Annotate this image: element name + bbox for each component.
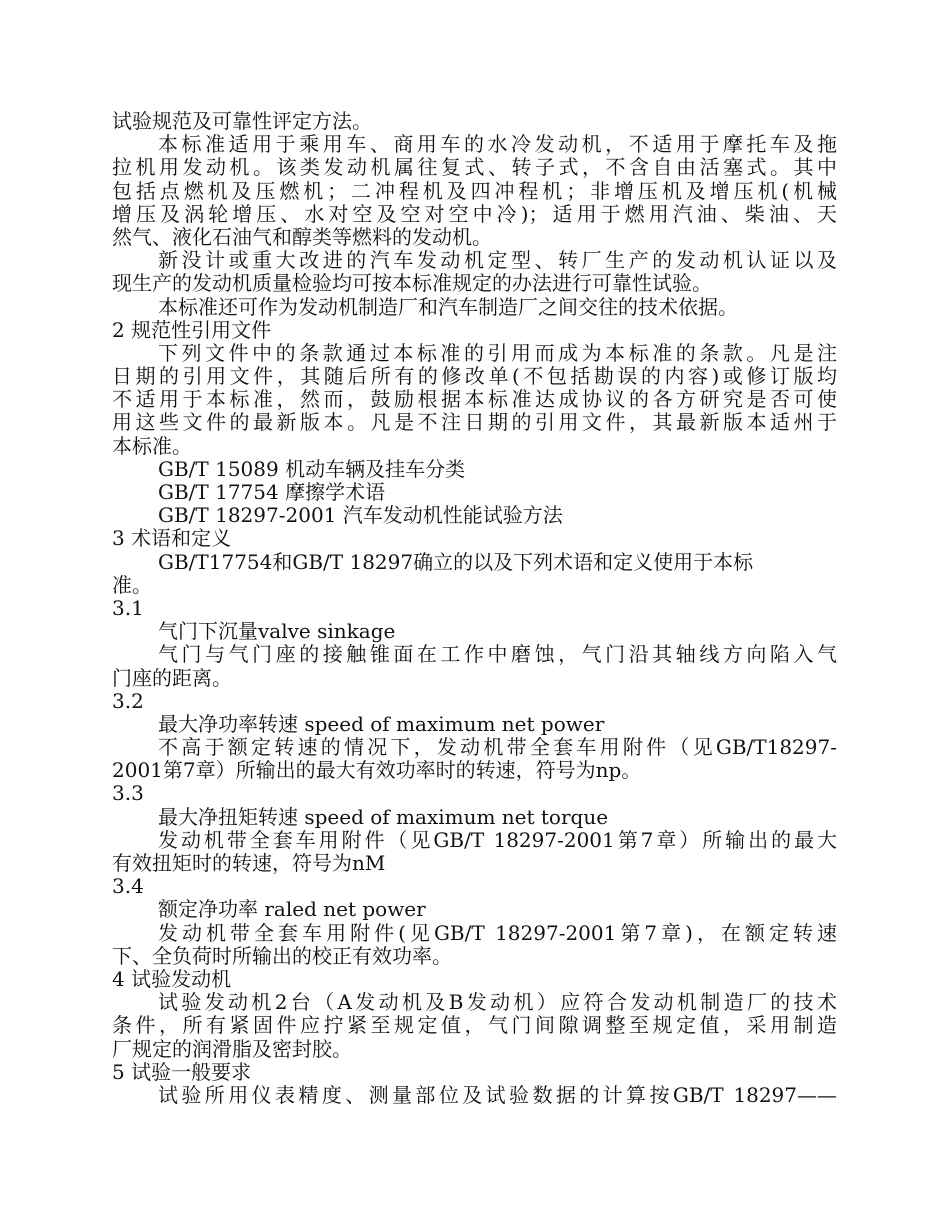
text-line: 试验发动机2台（A发动机及B发动机）应符合发动机制造厂的技术 bbox=[158, 990, 837, 1015]
text-line: 最大净扭矩转速 speed of maximum net torque bbox=[158, 804, 609, 829]
text-line: 条件，所有紧固件应拧紧至规定值，气门间隙调整至规定值，采用制造 bbox=[112, 1013, 837, 1038]
text-line: 试验所用仪表精度、测量部位及试验数据的计算按GB/T 18297—— bbox=[158, 1082, 837, 1107]
text-line: 新没计或重大改进的汽车发动机定型、转厂生产的发动机认证以及 bbox=[158, 248, 837, 273]
text-line: GB/T 17754 摩擦学术语 bbox=[158, 480, 386, 504]
text-line: 厂规定的润滑脂及密封胶。 bbox=[112, 1036, 352, 1061]
text-line: 3.1 bbox=[112, 595, 144, 620]
text-line: GB/T 15089 机动车辆及挂车分类 bbox=[158, 456, 466, 481]
text-line: 不适用于本标准，然而，鼓励根据本标准达成协议的各方研究是否可使 bbox=[112, 387, 837, 412]
text-line: 2 规范性引用文件 bbox=[112, 317, 272, 342]
text-line: 然气、液化石油气和醇类等燃料的发动机。 bbox=[112, 224, 492, 249]
text-line: GB/T17754和GB/T 18297确立的以及下列术语和定义使用于本标 bbox=[158, 549, 754, 574]
text-line: 下列文件中的条款通过本标准的引用而成为本标准的条款。凡是注 bbox=[158, 340, 837, 365]
text-line: 包括点燃机及压燃机；二冲程机及四冲程机；非增压机及增压机(机械 bbox=[112, 178, 837, 203]
text-line: 气门下沉量valve sinkage bbox=[158, 619, 396, 644]
text-line: 3.4 bbox=[112, 874, 144, 899]
text-line: 有效扭矩时的转速，符号为nM bbox=[112, 851, 386, 875]
document-page bbox=[112, 110, 837, 1107]
text-line: 增压及涡轮增压、水对空及空对空中冷)；适用于燃用汽油、柴油、天 bbox=[112, 201, 837, 226]
text-line: 3.3 bbox=[112, 781, 144, 806]
text-line: 发动机带全套车用附件（见GB/T 18297-2001第7章）所输出的最大 bbox=[158, 827, 837, 852]
text-line: 本标准还可作为发动机制造厂和汽车制造厂之间交往的技术依据。 bbox=[158, 294, 738, 319]
text-line: 3.2 bbox=[112, 688, 144, 713]
text-line: 气门与气门座的接触锥面在工作中磨蚀，气门沿其轴线方向陷入气 bbox=[158, 642, 837, 667]
text-line: 3 术语和定义 bbox=[112, 526, 232, 551]
text-line: 试验规范及可靠性评定方法。 bbox=[112, 109, 372, 133]
text-line: 本标准。 bbox=[112, 433, 192, 458]
text-line: GB/T 18297-2001 汽车发动机性能试验方法 bbox=[158, 503, 563, 528]
text-line: 拉机用发动机。该类发动机属往复式、转子式，不含自由活塞式。其中 bbox=[112, 155, 837, 180]
text-line: 门座的距离。 bbox=[112, 665, 232, 690]
text-line: 现生产的发动机质量检验均可按本标准规定的办法进行可靠性试验。 bbox=[112, 271, 712, 296]
text-line: 准。 bbox=[112, 572, 152, 597]
text-line: 最大净功率转速 speed of maximum net power bbox=[158, 711, 605, 736]
text-line: 下、全负荷时所输出的校正有效功率。 bbox=[112, 943, 452, 968]
text-line: 5 试验一般要求 bbox=[112, 1059, 252, 1084]
text-line: 额定净功率 raled net power bbox=[158, 897, 426, 922]
text-line: 发动机带全套车用附件(见GB/T 18297-2001第7章)，在额定转速 bbox=[158, 920, 837, 945]
text-line: 本标准适用于乘用车、商用车的水冷发动机，不适用于摩托车及拖 bbox=[158, 132, 837, 157]
text-line: 不高于额定转速的情况下，发动机带全套车用附件（见GB/T18297- bbox=[158, 735, 837, 760]
text-line: 日期的引用文件，其随后所有的修改单(不包括勘误的内容)或修订版均 bbox=[112, 364, 837, 389]
text-line: 4 试验发动机 bbox=[112, 966, 232, 991]
text-line: 2001第7章）所输出的最大有效功率时的转速，符号为np。 bbox=[112, 758, 642, 783]
text-line: 用这些文件的最新版本。凡是不注日期的引用文件，其最新版本适州于 bbox=[112, 410, 837, 435]
